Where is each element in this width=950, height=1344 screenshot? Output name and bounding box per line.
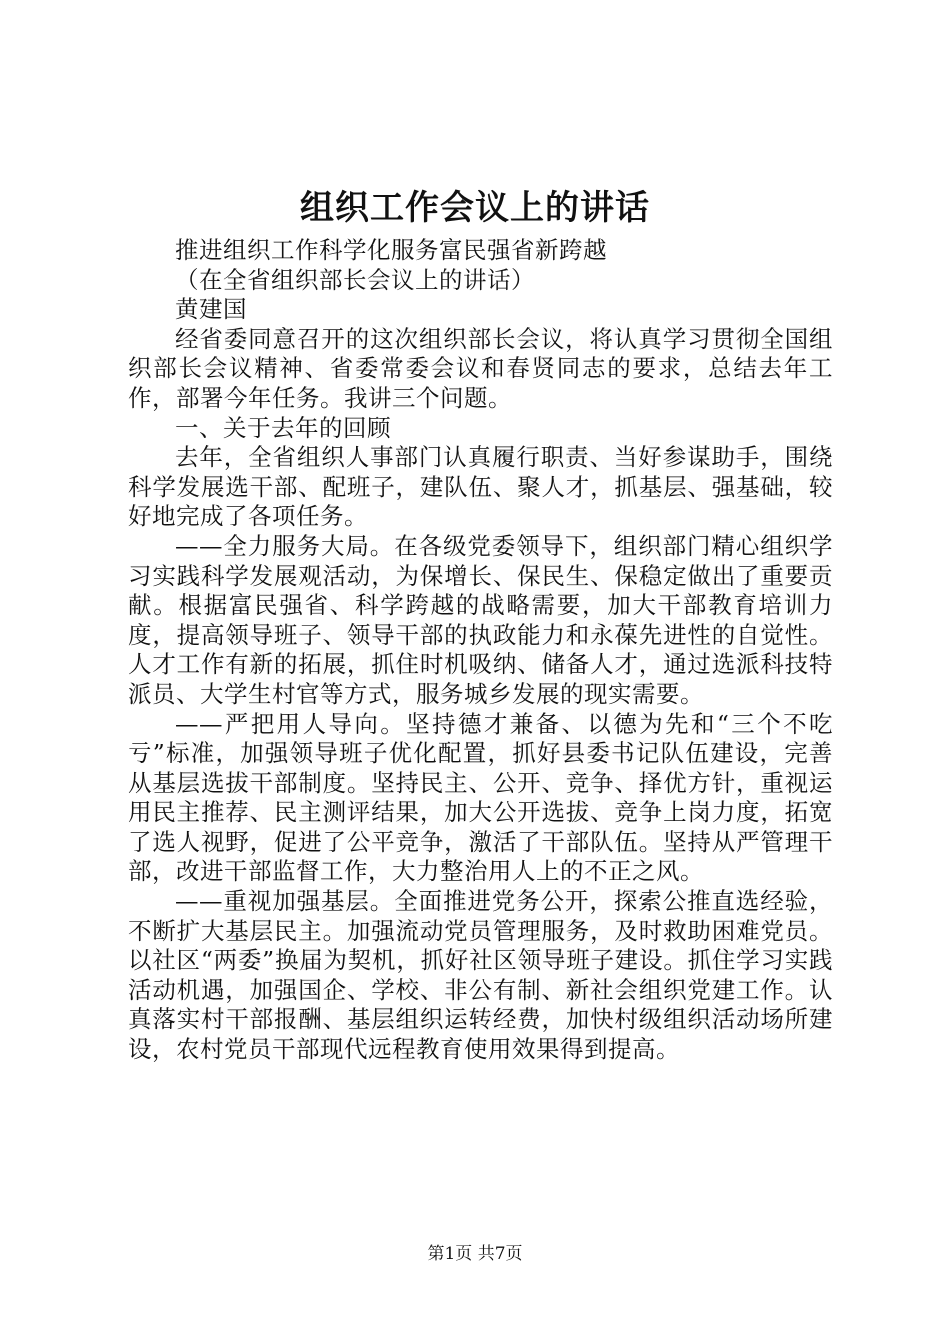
document-title: 组织工作会议上的讲话 xyxy=(300,188,650,228)
body-paragraph: ——严把用人导向。坚持德才兼备、以德为先和“三个不吃亏”标准，加强领导班子优化配置，抓好县委书记队伍建设，完善从基层选拔干部制度。坚持民主、公开、竞争、择优方针，重视运用民主推荐、民主测评结果，加大公开选拔、竞争上岗力度，拓宽了选人视野，促进了公平竞争，激活了干部队伍。坚持从严管理干部，改进干部监督工作，大力整治用人上的不正之风。 xyxy=(128,709,833,886)
speaker-name: 黄建国 xyxy=(175,295,247,324)
body-paragraph: ——全力服务大局。在各级党委领导下，组织部门精心组织学习实践科学发展观活动，为保增长、保民生、保稳定做出了重要贡献。根据富民强省、科学跨越的战略需要，加大干部教育培训力度，提高领导班子、领导干部的执政能力和永葆先进性的自觉性。人才工作有新的拓展，抓住时机吸纳、储备人才，通过选派科技特派员、大学生村官等方式，服务城乡发展的现实需要。 xyxy=(128,531,833,708)
speech-subtitle: 推进组织工作科学化服务富民强省新跨越 xyxy=(175,236,607,264)
section-heading: 一、关于去年的回顾 xyxy=(175,413,391,442)
speech-occasion: （在全省组织部长会议上的讲话） xyxy=(175,265,535,294)
body-paragraph: ——重视加强基层。全面推进党务公开，探索公推直选经验，不断扩大基层民主。加强流动党员管理服务，及时救助困难党员。以社区“两委”换届为契机，抓好社区领导班子建设。抓住学习实践活动机遇，加强国企、学校、非公有制、新社会组织党建工作。认真落实村干部报酬、基层组织运转经费，加快村级组织活动场所建设，农村党员干部现代远程教育使用效果得到提高。 xyxy=(128,887,833,1064)
body-paragraph: 经省委同意召开的这次组织部长会议，将认真学习贯彻全国组织部长会议精神、省委常委会议和春贤同志的要求，总结去年工作，部署今年任务。我讲三个问题。 xyxy=(128,324,833,412)
page-number-footer: 第1页 共7页 xyxy=(427,1244,523,1264)
document-body xyxy=(128,236,833,1065)
body-paragraph: 去年，全省组织人事部门认真履行职责、当好参谋助手，围绕科学发展选干部、配班子，建队伍、聚人才，抓基层、强基础，较好地完成了各项任务。 xyxy=(128,443,833,531)
